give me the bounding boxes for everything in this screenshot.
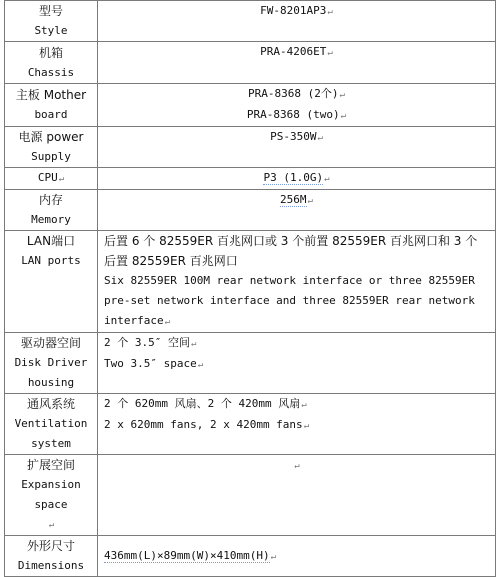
paragraph-mark-icon: ↵ [58,174,65,184]
paragraph-mark-icon: ↵ [327,7,333,17]
value-text: PS-350W [270,130,317,143]
label-zh: 主板 Mother [15,88,87,102]
value-text: PRA-4206ET [260,45,327,58]
value-cell [98,333,496,394]
paragraph-mark-icon: ↵ [339,90,345,100]
spec-sheet [4,0,496,572]
paragraph-mark-icon: ↵ [270,551,276,562]
paragraph-mark-icon: ↵ [190,339,197,349]
paragraph-mark-icon: ↵ [197,360,204,370]
table-row [5,1,496,42]
label-en: Style [34,24,68,37]
paragraph-mark-icon: ↵ [294,461,300,471]
table-row [5,333,496,394]
label-cell [5,536,98,577]
label-zh: 驱动器空间 [20,336,81,350]
label-cell [5,190,98,231]
value-line: PRA-8368 (2个) [248,87,339,100]
paragraph-mark-icon: ↵ [340,111,347,121]
value-text: 436mm(L)×89mm(W)×410mm(H) [104,548,270,562]
value-cell [98,190,496,231]
label-en: Ventilation [14,417,88,430]
label-cell [5,84,98,127]
value-cell [98,455,496,536]
value-cell [98,127,496,168]
table-row [5,84,496,127]
value-line: 2 x 620mm fans, 2 x 420mm fans [104,418,303,431]
label-en: space [34,498,68,511]
value-line: 2 个 3.5″ 空间 [104,336,190,349]
spec-table [4,0,496,577]
table-row [5,394,496,455]
label-zh: 扩展空间 [26,458,75,472]
label-cell [5,168,98,190]
table-row [5,536,496,577]
value-line: pre-set network interface and three 82559ER rear network [104,294,475,307]
label-cell [5,455,98,536]
label-zh: 电源 power [18,130,84,144]
label-zh: 型号 [38,4,63,18]
label-cell [5,333,98,394]
label-en: LAN ports [21,254,81,267]
paragraph-mark-icon: ↵ [48,520,55,530]
label-zh: CPU [37,171,58,184]
label-zh: 通风系统 [26,397,75,411]
label-en: Dimensions [17,559,85,572]
table-row [5,190,496,231]
label-cell [5,394,98,455]
label-cell [5,42,98,84]
label-en: Expansion [21,478,81,491]
value-cell [98,536,496,577]
label-zh: 外形尺寸 [26,539,75,553]
value-line: Six 82559ER 100M rear network interface or three 82559ER [104,274,475,287]
table-row [5,231,496,333]
value-line: interface [104,314,164,327]
value-cell [98,231,496,333]
label-cell [5,231,98,333]
label-en: Memory [31,213,71,226]
value-line: PRA-8368 (two) [246,108,340,121]
paragraph-mark-icon: ↵ [317,133,323,143]
label-en: housing [27,376,75,389]
table-row [5,127,496,168]
value-text: P3 (1.0G) [263,171,324,184]
label-zh: 机箱 [38,45,63,60]
label-en: Disk Driver [14,356,88,369]
paragraph-mark-icon: ↵ [307,196,313,206]
label-en: Supply [31,150,71,163]
value-cell [98,168,496,190]
label-en: Chassis [27,65,75,79]
value-line: 2 个 620mm 风扇、2 个 420mm 风扇 [104,397,301,410]
paragraph-mark-icon: ↵ [303,421,310,431]
value-line: Two 3.5″ space [104,357,197,370]
label-en: board [34,108,68,121]
value-cell [98,42,496,84]
value-cell [98,84,496,127]
paragraph-mark-icon: ↵ [301,400,307,410]
label-cell [5,1,98,42]
paragraph-mark-icon: ↵ [324,174,330,184]
label-zh: LAN端口 [26,234,76,248]
value-cell [98,394,496,455]
value-line: 后置 6 个 82559ER 百兆网口或 3 个前置 82559ER 百兆网口和 3 个 [104,234,478,248]
value-text: FW-8201AP3 [260,4,327,17]
table-row [5,455,496,536]
value-line: 后置 82559ER 百兆网口 [104,254,238,268]
value-cell [98,1,496,42]
table-row [5,42,496,84]
label-zh: 内存 [38,193,63,207]
label-en: system [31,437,71,450]
label-cell [5,127,98,168]
paragraph-mark-icon: ↵ [327,48,333,58]
value-text: 256M [280,193,307,206]
paragraph-mark-icon: ↵ [164,317,171,327]
table-row [5,168,496,190]
